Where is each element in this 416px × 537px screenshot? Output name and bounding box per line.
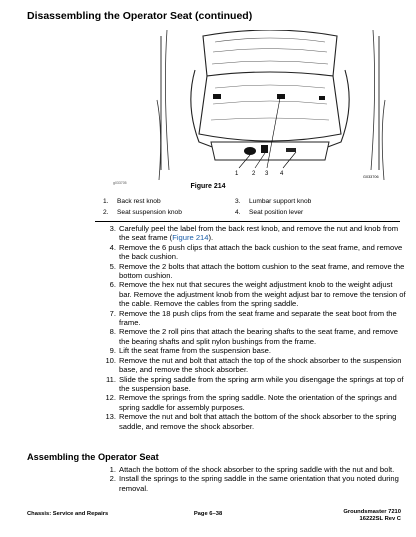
callout-3: 3 xyxy=(265,171,269,177)
callout-2: 2 xyxy=(252,171,256,177)
disassembly-steps xyxy=(101,224,406,431)
legend-item: 3. Lumbar support knob xyxy=(235,198,312,205)
divider xyxy=(95,221,400,222)
footer-doc-info: Groundsmaster 7210 16222SL Rev C xyxy=(343,509,401,522)
step-item: 10. Remove the nut and bolt that attach the top of the shock absorber to the suspension base, and remove the shock absorber. xyxy=(105,355,402,375)
legend-item: 4. Seat position lever xyxy=(235,209,304,216)
figure-link[interactable]: Figure 214 xyxy=(172,233,209,243)
figure-left-code: g033705 xyxy=(113,181,127,185)
footer-section: Chassis: Service and Repairs xyxy=(27,511,109,517)
callout-4: 4 xyxy=(280,171,284,177)
step-item: 7. Remove the 18 push clips from the seat frame and separate the seat boot from the frame. xyxy=(109,308,397,328)
page-title: Disassembling the Operator Seat (continued) xyxy=(27,10,253,22)
legend-item: 2. Seat suspension knob xyxy=(103,209,182,216)
figure-image-code: G033706 xyxy=(363,175,379,179)
figure-legend xyxy=(103,196,403,218)
step-item: 13. Remove the nut and bolt that attach the bottom of the shock absorber to the spring saddle, and remove the shock absorber. xyxy=(105,412,397,431)
section-title: Assembling the Operator Seat xyxy=(27,452,159,462)
step-item: 1. Attach the bottom of the shock absorber to the spring saddle with the nut and bolt. xyxy=(109,465,395,474)
seat-figure xyxy=(155,30,388,180)
callout-1: 1 xyxy=(235,171,239,177)
step-item: 2. Install the springs to the spring saddle in the same orientation that you noted during removal. xyxy=(109,474,399,493)
operator-seat-illustration xyxy=(155,30,388,180)
footer-page-number: Page 6–38 xyxy=(193,511,223,517)
figure-caption: Figure 214 xyxy=(190,183,226,190)
step-item: 8. Remove the 2 roll pins that attach the bearing shafts to the seat frame, and remove the bearing shafts and split nylon bushings from the frame. xyxy=(109,327,399,346)
step-item: 3. Carefully peel the label from the back rest knob, and remove the nut and knob from the seat frame (Figure 214). xyxy=(109,224,399,243)
step-item: 4. Remove the 6 push clips that attach the back cushion to the seat frame, and remove the back cushion. xyxy=(109,242,403,262)
legend-item: 1. Back rest knob xyxy=(103,198,161,205)
step-item: 12. Remove the springs from the spring saddle. Note the orientation of the springs and spring saddle for assembly purposes. xyxy=(105,393,397,412)
assembly-steps xyxy=(101,465,406,493)
step-item: 5. Remove the 2 bolts that attach the bottom cushion to the seat frame, and remove the bottom cushion. xyxy=(109,261,405,281)
step-item: 6. Remove the hex nut that secures the weight adjustment knob to the weight adjust bar. Remove the adjustment knob from the weight adjust bar to remove the tension of the cable. Remove the cables from the spring saddle. xyxy=(109,280,406,309)
step-item: 11. Slide the spring saddle from the spring arm while you disengage the springs at top of the suspension base. xyxy=(106,374,404,393)
step-item: 9. Lift the seat frame from the suspension base. xyxy=(109,346,271,356)
